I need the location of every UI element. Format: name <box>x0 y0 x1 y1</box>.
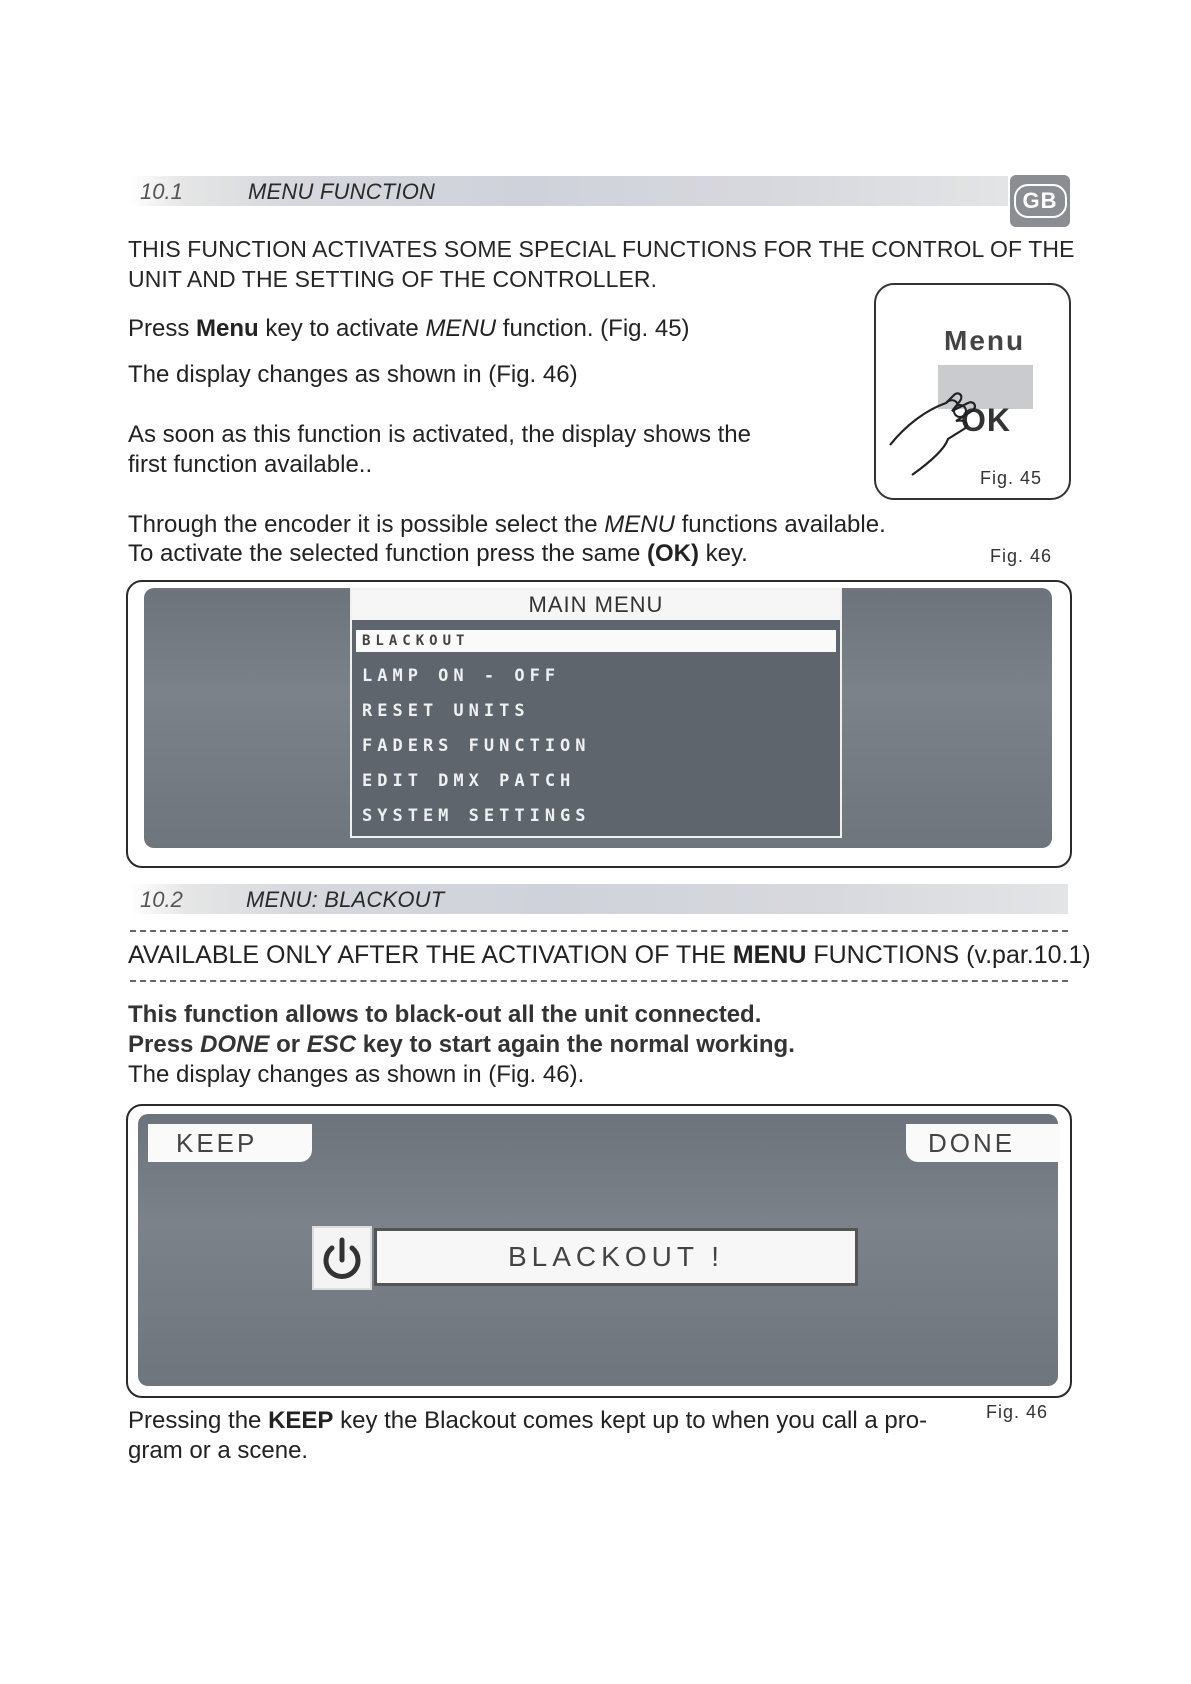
main-menu-display <box>144 588 1052 848</box>
figure-45-caption: Fig. 45 <box>980 468 1043 488</box>
section-number: 10.2 <box>140 887 183 912</box>
keep-key[interactable] <box>148 1124 312 1162</box>
menu-item-lamp-on-off[interactable]: LAMP ON - OFF <box>362 666 561 686</box>
dashed-divider-top <box>130 930 1068 932</box>
paragraph-blackout-description: This function allows to black-out all the unit connected. <box>128 1001 762 1028</box>
section-title: MENU: BLACKOUT <box>246 887 445 912</box>
section-title: MENU FUNCTION <box>248 179 436 204</box>
main-menu-title: MAIN MENU <box>352 590 840 620</box>
figure-46-caption-top: Fig. 46 <box>990 546 1053 566</box>
main-menu-panel <box>350 588 842 838</box>
section-header-10-1 <box>130 176 1008 206</box>
paragraph-done-esc: Press DONE or ESC key to start again the normal working. <box>128 1031 795 1058</box>
paragraph-activate-ok: To activate the selected function press the same (OK) key. <box>128 540 748 567</box>
intro-line-2: UNIT AND THE SETTING OF THE CONTROLLER. <box>128 266 658 292</box>
menu-key-label: Menu <box>944 325 1026 356</box>
menu-item-faders-function[interactable]: FADERS FUNCTION <box>362 736 591 756</box>
blackout-display <box>138 1114 1058 1386</box>
done-key[interactable] <box>906 1124 1060 1162</box>
paragraph-encoder: Through the encoder it is possible select the MENU functions available. <box>128 511 886 538</box>
main-menu-display-frame <box>126 580 1072 868</box>
menu-item-system-settings[interactable]: SYSTEM SETTINGS <box>362 806 591 826</box>
menu-item-blackout[interactable]: BLACKOUT <box>356 630 836 652</box>
figure-46-caption-bottom: Fig. 46 <box>986 1402 1049 1422</box>
section-header-10-2 <box>130 884 1068 914</box>
menu-item-edit-dmx-patch[interactable]: EDIT DMX PATCH <box>362 771 576 791</box>
paragraph-press-menu: Press Menu key to activate MENU function. (Fig. 45) <box>128 315 690 342</box>
paragraph-keep-line-1: Pressing the KEEP key the Blackout comes kept up to when you call a pro- <box>128 1407 928 1434</box>
paragraph-display-changes: The display changes as shown in (Fig. 46) <box>128 361 578 388</box>
blackout-status: BLACKOUT ! <box>374 1228 858 1286</box>
power-icon <box>314 1228 370 1288</box>
ok-key-label: OK <box>961 402 1011 438</box>
blackout-display-frame <box>126 1104 1072 1398</box>
done-key-label: DONE <box>928 1128 1016 1158</box>
paragraph-keep-line-2: gram or a scene. <box>128 1437 309 1464</box>
paragraph-function-activated-2: first function available.. <box>128 451 373 478</box>
language-badge-label: GB <box>1014 184 1067 218</box>
language-badge <box>1010 175 1070 227</box>
figure-45-menu-key <box>874 283 1071 500</box>
intro-line-1: THIS FUNCTION ACTIVATES SOME SPECIAL FUNCTIONS FOR THE CONTROL OF THE <box>128 236 1075 262</box>
menu-item-reset-units[interactable]: RESET UNITS <box>362 701 530 721</box>
availability-note: AVAILABLE ONLY AFTER THE ACTIVATION OF THE MENU FUNCTIONS (v.par.10.1) <box>128 941 1091 969</box>
power-icon-box <box>312 1226 372 1290</box>
paragraph-function-activated-1: As soon as this function is activated, the display shows the <box>128 421 752 448</box>
dashed-divider-bottom <box>130 980 1068 982</box>
section-number: 10.1 <box>140 179 183 204</box>
menu-key-text: Menu <box>196 315 259 342</box>
paragraph-display-changes-2: The display changes as shown in (Fig. 46). <box>128 1061 585 1088</box>
keep-key-label: KEEP <box>176 1128 258 1158</box>
